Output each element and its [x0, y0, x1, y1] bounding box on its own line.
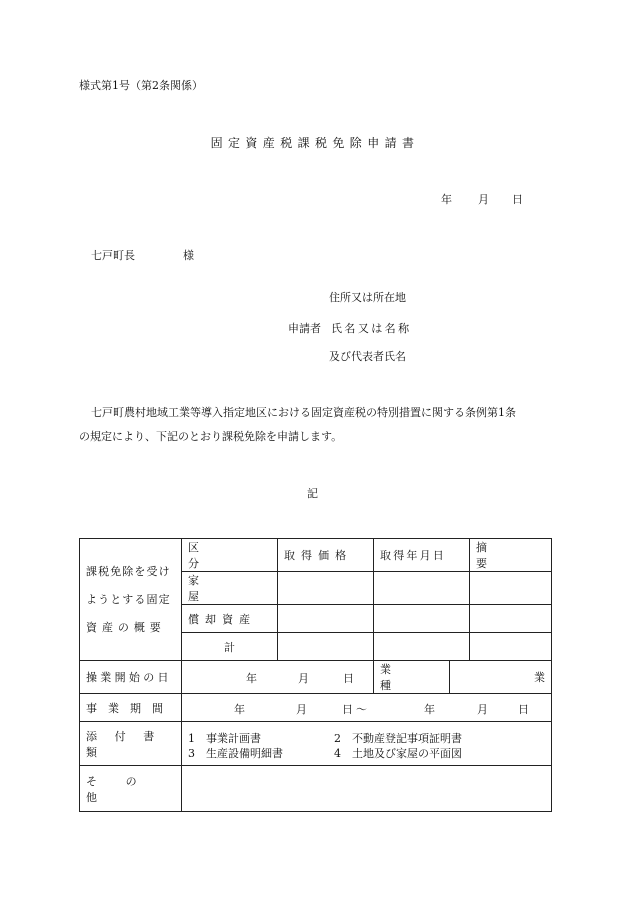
document-title: 固定資産税課税免除申請書 — [210, 136, 420, 150]
applicant-address-label: 住所又は所在地 — [329, 291, 406, 304]
ki-heading: 記 — [307, 487, 318, 500]
body-line-2: の規定により、下記のとおり課税免除を申請します。 — [79, 430, 343, 443]
period-label: 事業期間 — [80, 694, 182, 722]
col-header-date: 取得年月日 — [374, 539, 470, 572]
summary-label-line: 資産の概要 — [86, 620, 166, 634]
period-start-year: 年 — [234, 702, 245, 716]
col-header-price: 取得価格 — [278, 539, 374, 572]
summary-label-line: ようとする固定 — [86, 592, 171, 606]
price-cell[interactable] — [278, 633, 374, 661]
remarks-cell[interactable] — [470, 633, 552, 661]
body-line-1: 七戸町農村地域工業等導入指定地区における固定資産税の特別措置に関する条例第1条 — [91, 406, 516, 419]
other-field[interactable] — [182, 766, 552, 812]
applicant-label: 申請者 — [288, 322, 321, 335]
table-header-row — [80, 539, 552, 572]
addressee-suffix: 様 — [183, 249, 194, 262]
summary-label-line: 課税免除を受け — [86, 564, 171, 578]
other-label: その他 — [80, 766, 182, 812]
applicant-name-label: 氏名又は名称 — [331, 322, 412, 335]
period-start-month: 月 — [296, 702, 307, 716]
start-date-month: 月 — [298, 672, 309, 685]
period-field[interactable] — [182, 694, 552, 722]
price-cell[interactable] — [278, 605, 374, 633]
start-date-row — [80, 661, 552, 694]
attachment-item: 1 事業計画書 — [188, 731, 261, 745]
start-date-field[interactable] — [182, 661, 374, 694]
period-start-day: 日 — [342, 702, 353, 716]
attachment-item: 4 土地及び家屋の平面図 — [334, 746, 462, 760]
period-end-day: 日 — [518, 702, 529, 716]
application-table — [79, 538, 552, 812]
start-date-year: 年 — [246, 672, 257, 685]
date-month: 月 — [478, 193, 489, 206]
start-date-day: 日 — [343, 672, 354, 685]
date-day: 日 — [512, 193, 523, 206]
industry-field[interactable]: 業 — [450, 661, 552, 694]
form-number: 様式第1号（第2条関係） — [79, 79, 203, 92]
row-label-building: 家屋 — [182, 572, 278, 605]
date-cell[interactable] — [374, 605, 470, 633]
period-tilde: ～ — [356, 702, 367, 716]
other-row — [80, 766, 552, 812]
date-cell[interactable] — [374, 572, 470, 605]
addressee: 七戸町長 — [91, 249, 135, 262]
date-year: 年 — [441, 193, 452, 206]
row-label-total: 計 — [182, 633, 278, 661]
industry-label: 業種 — [374, 661, 450, 694]
price-cell[interactable] — [278, 572, 374, 605]
summary-label-cell — [80, 539, 182, 661]
period-end-month: 月 — [477, 702, 488, 716]
attachment-item: 3 生産設備明細書 — [188, 746, 283, 760]
remarks-cell[interactable] — [470, 572, 552, 605]
attachment-item: 2 不動産登記事項証明書 — [334, 731, 462, 745]
start-date-label: 操業開始の日 — [80, 661, 182, 694]
attachments-row — [80, 722, 552, 766]
attachments-label: 添付書類 — [80, 722, 182, 766]
applicant-representative-label: 及び代表者氏名 — [329, 350, 406, 363]
row-label-depreciable: 償却資産 — [182, 605, 278, 633]
col-header-remarks: 摘要 — [470, 539, 552, 572]
attachments-list — [182, 722, 552, 766]
remarks-cell[interactable] — [470, 605, 552, 633]
col-header-category: 区分 — [182, 539, 278, 572]
period-row — [80, 694, 552, 722]
date-cell[interactable] — [374, 633, 470, 661]
period-end-year: 年 — [424, 702, 435, 716]
